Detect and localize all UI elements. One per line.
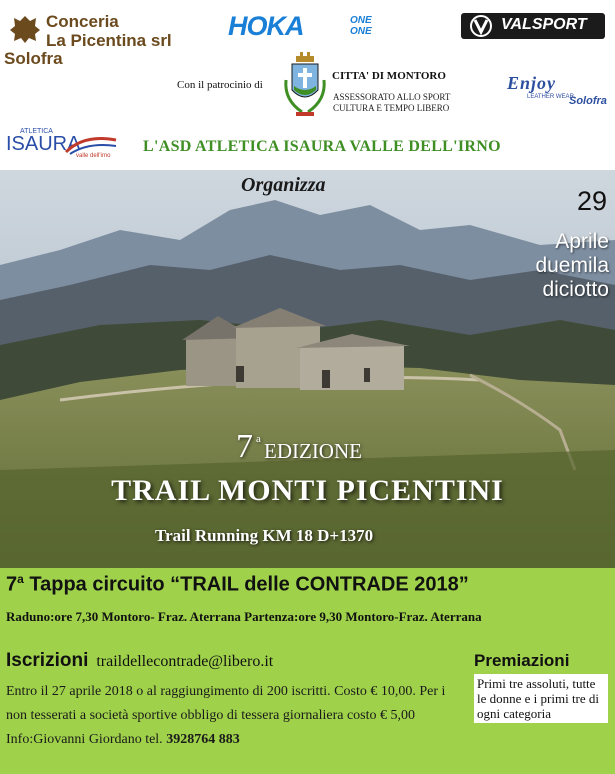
comune-line1: ASSESSORATO ALLO SPORT xyxy=(333,92,451,102)
iscrizioni-label: Iscrizioni xyxy=(6,650,89,671)
patrocinio-label: Con il patrocinio di xyxy=(177,79,263,91)
edition-word: EDIZIONE xyxy=(264,439,362,463)
sponsor-header xyxy=(0,0,615,170)
association-name: L'ASD ATLETICA ISAURA VALLE DELL'IRNO xyxy=(143,138,501,155)
iscrizioni-text: Entro il 27 aprile 2018 o al raggiungimento di 200 iscritti. Costo € 10,00. Per i non tesserati a società sportive obbligo di tessera giornaliera costo € 5,00 Info:Giovanni Giordano tel. xyxy=(6,684,446,747)
trail-subtitle: Trail Running KM 18 D+1370 xyxy=(155,526,374,545)
tappa-text: Tappa circuito “TRAIL delle CONTRADE 2018” xyxy=(29,573,469,596)
valsport-brand: VALSPORT xyxy=(501,16,587,33)
hoka-one-bottom: ONE xyxy=(350,26,372,37)
premiazioni-text: Primi tre assoluti, tutte le donne e i primi tre di ogni categoria xyxy=(474,674,608,723)
trail-title: TRAIL MONTI PICENTINI xyxy=(111,474,504,507)
hoka-logo xyxy=(228,11,398,43)
comune-name: CITTA' DI MONTORO xyxy=(332,70,446,82)
conceria-line2: La Picentina srl xyxy=(46,31,172,50)
valsport-logo xyxy=(461,13,605,43)
iscrizioni-email[interactable]: traildellecontrade@libero.it xyxy=(96,653,274,670)
leather-hide-icon xyxy=(8,14,42,44)
raduno-line: Raduno:ore 7,30 Montoro- Fraz. Aterrana Partenza:ore 9,30 Montoro-Fraz. Aterrana xyxy=(6,609,482,624)
tappa-superscript: a xyxy=(17,572,24,586)
enjoy-logo xyxy=(505,73,613,115)
phone-number[interactable]: 3928764 883 xyxy=(166,732,240,747)
enjoy-tagline: LEATHER WEAR xyxy=(527,94,574,100)
conceria-line3: Solofra xyxy=(4,49,63,68)
isaura-small-label: ATLETICA xyxy=(20,128,53,135)
isaura-logo xyxy=(4,128,122,164)
tappa-heading xyxy=(6,572,469,597)
hero-photo xyxy=(0,170,615,568)
edition-number: 7 xyxy=(236,428,253,465)
hoka-one-top: ONE xyxy=(350,15,372,26)
iscrizioni-heading xyxy=(6,650,273,672)
edition-superscript: a xyxy=(256,433,261,445)
event-year-line2: diciotto xyxy=(542,278,609,301)
isaura-tail-label: valle dell'irno xyxy=(76,153,111,159)
event-date-words xyxy=(535,230,609,302)
montoro-crest-icon xyxy=(282,50,328,124)
hoka-brand: HOKA xyxy=(228,11,304,41)
organizza-label: Organizza xyxy=(241,174,326,196)
premiazioni-label: Premiazioni xyxy=(474,651,570,670)
iscrizioni-details xyxy=(6,680,464,752)
enjoy-city: Solofra xyxy=(569,95,607,107)
info-section xyxy=(0,568,615,774)
mountain-landscape xyxy=(0,170,615,568)
event-year-line1: duemila xyxy=(535,254,609,277)
tappa-number: 7 xyxy=(6,573,18,596)
isaura-big-label: ISAURA xyxy=(6,133,81,155)
comune-line2: CULTURA E TEMPO LIBERO xyxy=(333,103,450,113)
valsport-v-icon xyxy=(469,15,493,37)
event-month: Aprile xyxy=(555,230,609,253)
event-day: 29 xyxy=(576,186,607,216)
conceria-logo xyxy=(4,6,204,66)
premiazioni-box xyxy=(468,648,608,744)
conceria-line1: Conceria xyxy=(46,12,119,31)
enjoy-brand: Enjoy xyxy=(507,73,557,93)
